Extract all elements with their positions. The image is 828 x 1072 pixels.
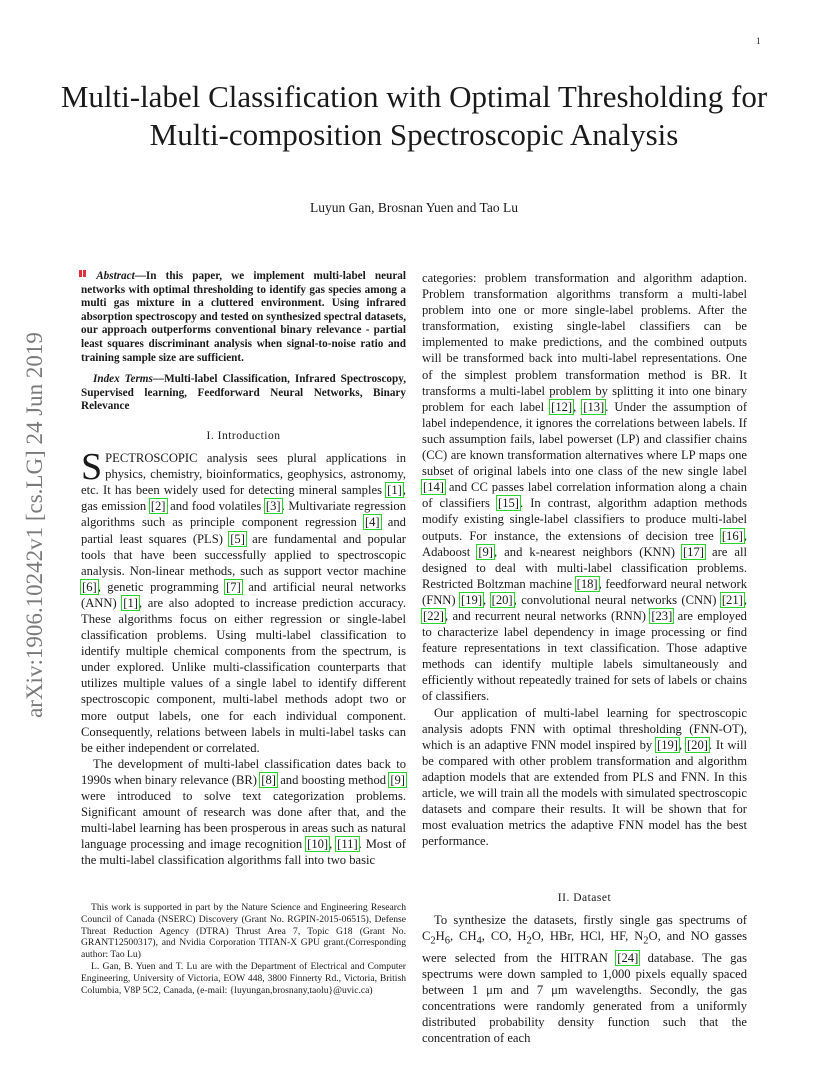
intro-paragraph-4: Our application of multi-label learning for spectroscopic analysis adopts FNN with optimal thresholding (FNN-OT), which is an adaptive FNN model inspired by [19], [20]. It will be compared with other problem transformation and algorithm adaption models that are extended from PLS and FNN. In this article, we will train all the models with simulated spectroscopic datasets and compare their results. It will be shown that for most evaluation metrics the adaptive FNN model has the best performance.: [422, 705, 747, 849]
citation-link[interactable]: [5]: [230, 531, 245, 546]
dataset-paragraph-1: To synthesize the datasets, firstly single gas spectrums of $C_2H_6$, $CH_4$, CO, $H_2O$, HBr, HCl, HF, $N_2O$, and NO gasses were selected from the HITRAN [24] database. The gas spectrums were down sampled to 1,000 pixels equally spaced between 1 μm and 7 μm wavelengths. Secondly, the gas concentrations were randomly generated from a uniformly distributed probability density function such that the concentration of each: [422, 913, 747, 1046]
intro-paragraph-3: categories: problem transformation and algorithm adaption. Problem transformation algorithms transform a multi-label problem into one or more single-label problems. After the transformation, existing single-label classifiers can be implemented to make predictions, and the combined outputs will be transformed back into multi-label representations. One of the simplest problem transformation method is BR. It transforms a multi-label problem by splitting it into one binary problem for each label [12], [13]. Under the assumption of label independence, it ignores the correlations between labels. If such assumption fails, label powerset (LP) and classifier chains (CC) are known transformation alternatives where LP maps one subset of original labels into one class of the new single label [14] and CC passes label correlation information along a chain of classifiers [15]. In contrast, algorithm adaption methods modify existing single-label classifiers to produce multi-label outputs. For instance, the extensions of decision tree [16], Adaboost [9], and k-nearest neighbors (KNN) [17] are all designed to deal with multi-label classification problems. Restricted Boltzman machine [18], feedforward neural network (FNN) [19], [20], convolutional neural networks (CNN) [21], [22], and recurrent neural networks (RNN) [23] are employed to characterize label dependency in image processing or find feature representations in text classification. Those adaptive methods can identify multiple labels simultaneously and efficiently without repeatedly trained for sets of labels or chains of classifiers.: [422, 271, 748, 704]
citation-link[interactable]: [14]: [423, 480, 444, 495]
index-terms-text: —Multi-label Classification, Infrared Spectroscopy, Supervised learning, Feedforward Neural Networks, Binary Relevance: [81, 373, 406, 413]
annotation-marker-icon[interactable]: [79, 270, 87, 277]
citation-link[interactable]: [23]: [651, 608, 673, 623]
arxiv-sidebar: [20, 290, 50, 760]
citation-link[interactable]: [1]: [387, 483, 402, 498]
left-column: [81, 270, 406, 868]
citation-link[interactable]: [22]: [423, 608, 444, 623]
citation-link[interactable]: [1]: [123, 595, 138, 610]
section-heading-dataset: II. Dataset: [557, 892, 612, 904]
footnote-funding: This work is supported in part by the Nature Science and Engineering Research Council of Canada (NSERC) Discovery (Grant No. RGPIN-2015-06515), Defense Threat Reduction Agency (DTRA) Thrust Area 7, Topic G18 (Grant No. GRANT12500317), and Nvidia Corporation TITAN-X GPU grant.(Corresponding author: Tao Lu): [81, 902, 406, 961]
citation-link[interactable]: [13]: [583, 399, 605, 414]
citation-link[interactable]: [19]: [657, 737, 678, 752]
right-column: [422, 270, 747, 849]
citation-link[interactable]: [9]: [478, 544, 493, 559]
citation-link[interactable]: [17]: [682, 544, 704, 559]
citation-link[interactable]: [2]: [150, 499, 166, 514]
intro-paragraph-1: SPECTROSCOPIC analysis sees plural applications in physics, chemistry, bioinformatics, geophysics, astronomy, etc. It has been widely used for detecting mineral samples [1], gas emission [2] and food volatiles [3]. Multivariate regression algorithms such as principle component regression [4] and partial least squares (PLS) [5] are fundamental and popular tools that have been successfully applied to spectroscopic analysis. Non-linear methods, such as support vector machine [6], genetic programming [7] and artificial neural networks (ANN) [1], are also adopted to increase prediction accuracy. These algorithms focus on either regression or single-label classification problems. Using multi-label classification to identify multiple chemical components from the spectrum, is under explored. Unlike multi-classification counterparts that utilizes multiple values of a single label to identify different spectroscopic component, multi-label methods adopt two or more output labels, one for each individual component. Consequently, relations between labels in multi-label tasks can be either independent or correlated.: [81, 446, 407, 755]
citation-link[interactable]: [16]: [721, 528, 743, 543]
citation-link[interactable]: [21]: [721, 592, 743, 607]
index-terms-label: Index Terms: [93, 373, 153, 386]
dataset-section: [422, 876, 747, 1046]
paper-authors: Luyun Gan, Brosnan Yuen and Tao Lu: [310, 200, 518, 215]
citation-link[interactable]: [4]: [364, 515, 380, 530]
intro-paragraph-2: The development of multi-label classification dates back to 1990s when binary relevance (BR) [8] and boosting method [9] were introduced to solve text categorization problems. Significant amount of research was done after that, and the multi-label learning has been prosperous in areas such as natural language processing and image recognition [10], [11]. Most of the multi-label classification algorithms fall into two basic: [81, 756, 406, 868]
citation-link[interactable]: [7]: [226, 579, 241, 594]
citation-link[interactable]: [12]: [551, 399, 573, 414]
citation-link[interactable]: [8]: [261, 772, 276, 787]
index-terms: [81, 373, 406, 414]
arxiv-identifier: arXiv:1906.10242v1 [cs.LG] 24 Jun 2019: [22, 332, 47, 718]
citation-link[interactable]: [15]: [498, 496, 519, 511]
abstract: [81, 270, 406, 365]
paper-title: Multi-label Classification with Optimal Thresholding for Multi-composition Spectroscopic Analysis: [60, 79, 768, 152]
abstract-label: Abstract: [96, 270, 135, 282]
citation-link[interactable]: [24]: [617, 950, 639, 965]
section-heading-introduction: I. Introduction: [206, 429, 281, 442]
citation-link[interactable]: [11]: [337, 837, 358, 852]
citation-link[interactable]: [20]: [686, 737, 708, 752]
footnotes: [81, 902, 406, 996]
citation-link[interactable]: [18]: [576, 576, 598, 591]
citation-link[interactable]: [10]: [307, 837, 329, 852]
citation-link[interactable]: [19]: [461, 592, 483, 607]
citation-link[interactable]: [3]: [265, 499, 281, 514]
page-number: 1: [756, 36, 761, 46]
citation-link[interactable]: [9]: [390, 772, 405, 787]
drop-cap: S: [81, 446, 103, 489]
abstract-text: —In this paper, we implement multi-label neural networks with optimal thresholding to identify gas species among a multi gas mixture in a cluttered environment. Using infrared absorption spectroscopy and tested on synthesized spectral datasets, our approach outperforms conventional binary relevance - partial least squares discriminant analysis when signal-to-noise ratio and training sample size are sufficient.: [81, 270, 406, 364]
citation-link[interactable]: [20]: [491, 592, 513, 607]
footnote-affiliation: L. Gan, B. Yuen and T. Lu are with the Department of Electrical and Computer Engineering, University of Victoria, EOW 448, 3800 Finnerty Rd., Victoria, British Columbia, V8P 5C2, Canada, (e-mail: {luyungan,brosnany,taolu}@uvic.ca): [81, 960, 406, 996]
citation-link[interactable]: [6]: [82, 579, 97, 594]
